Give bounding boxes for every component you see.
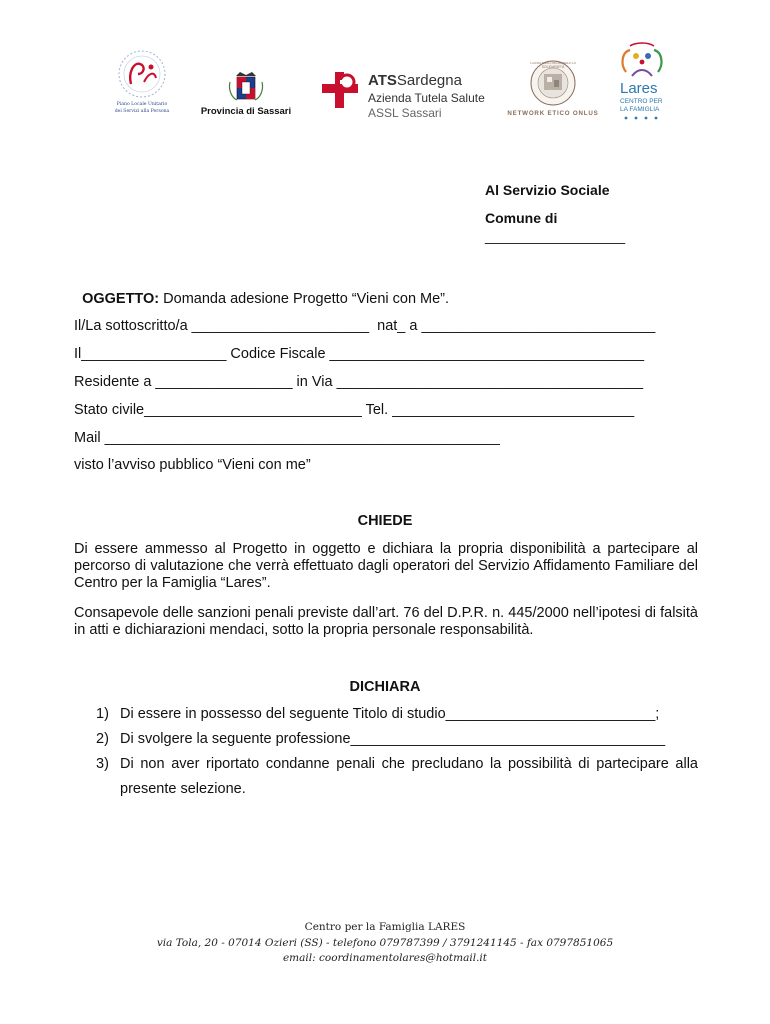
- provincia-crest-icon: [200, 70, 292, 104]
- ats-brand: [368, 72, 462, 89]
- chiede-paragraph-1: Di essere ammesso al Progetto in oggetto e dichiara la propria disponibilità a partecipare al percorso di valutazione che verrà effettuato dagli operatori del Servizio Affidamento Familiare del Centro per la Famiglia “Lares”.: [74, 541, 698, 591]
- addressee-line2: Comune di: [485, 210, 558, 226]
- form-line-residente[interactable]: Residente a _________________ in Via ______________________________________: [74, 374, 644, 390]
- dichiara-item-text: Di non aver riportato condanne penali che precludano la possibilità di partecipare alla presente selezione.: [120, 756, 698, 797]
- form-line-sottoscritto[interactable]: Il/La sottoscritto/a ______________________ nat_ a _____________________________: [74, 318, 656, 334]
- oggetto-label: OGGETTO:: [82, 291, 160, 307]
- chiede-heading: CHIEDE: [357, 513, 413, 529]
- lares-name: Lares: [620, 80, 658, 97]
- footer-address: via Tola, 20 - 07014 Ozieri (SS) - telefono 079787399 / 3791241145 - fax 0797851065: [156, 937, 614, 949]
- ats-cross-icon: [320, 70, 362, 110]
- footer-org: Centro per la Famiglia LARES: [304, 921, 466, 933]
- consorzio-ring-text: CONSORZIO REGIONALE DI SOLIDARIETÀ: [530, 62, 576, 69]
- ats-brand-rest: Sardegna: [396, 72, 462, 89]
- oggetto-line: [74, 275, 449, 307]
- dichiara-item-number: 3): [96, 756, 109, 772]
- footer-email: email: coordinamentolares@hotmail.it: [282, 952, 488, 964]
- ats-brand-bold: ATS: [368, 72, 397, 89]
- form-line-codice-fiscale[interactable]: Il__________________ Codice Fiscale _______________________________________: [74, 346, 645, 362]
- ats-logo: [320, 68, 500, 122]
- form-line-stato-civile[interactable]: Stato civile___________________________ Tel. ______________________________: [74, 402, 635, 418]
- addressee-line3: __________________: [485, 228, 626, 244]
- chiede-paragraph-2: Consapevole delle sanzioni penali previste dall’art. 76 del D.P.R. n. 445/2000 nell’ipotesi di falsità in atti e dichiarazioni mendaci, sotto la propria personale responsabilità.: [74, 605, 698, 638]
- dichiara-item-text[interactable]: Di svolgere la seguente professione_______________________________________: [120, 731, 666, 747]
- provincia-logo: [200, 70, 292, 120]
- form-line-mail[interactable]: Mail _________________________________________________: [74, 430, 500, 446]
- plus-caption-line1: Piano Locale Unitario: [116, 102, 168, 107]
- ats-line2: Azienda Tutela Salute: [368, 91, 485, 105]
- lares-dots-icon: [622, 115, 662, 121]
- oggetto-text: Domanda adesione Progetto “Vieni con Me”.: [159, 291, 450, 307]
- consorzio-caption: NETWORK ETICO ONLUS: [507, 110, 599, 117]
- form-line-avviso: visto l’avviso pubblico “Vieni con me”: [74, 457, 311, 473]
- lares-family-icon: [612, 42, 672, 82]
- dichiara-item-number: 2): [96, 731, 109, 747]
- dichiara-item-text[interactable]: Di essere in possesso del seguente Titolo di studio__________________________;: [120, 706, 660, 722]
- ats-line3: ASSL Sassari: [368, 106, 442, 120]
- lares-sub1: CENTRO PER: [620, 98, 663, 105]
- addressee-line1: Al Servizio Sociale: [485, 182, 610, 198]
- lares-logo: [612, 42, 672, 122]
- plus-caption-line2: dei Servizi alla Persona: [114, 109, 170, 114]
- lares-sub2: LA FAMIGLIA: [620, 106, 660, 113]
- dichiara-item-number: 1): [96, 706, 109, 722]
- plus-logo: [104, 48, 180, 122]
- consorzio-logo: [506, 58, 600, 120]
- dichiara-heading: DICHIARA: [349, 679, 421, 695]
- provincia-name: Provincia di Sassari: [200, 106, 292, 117]
